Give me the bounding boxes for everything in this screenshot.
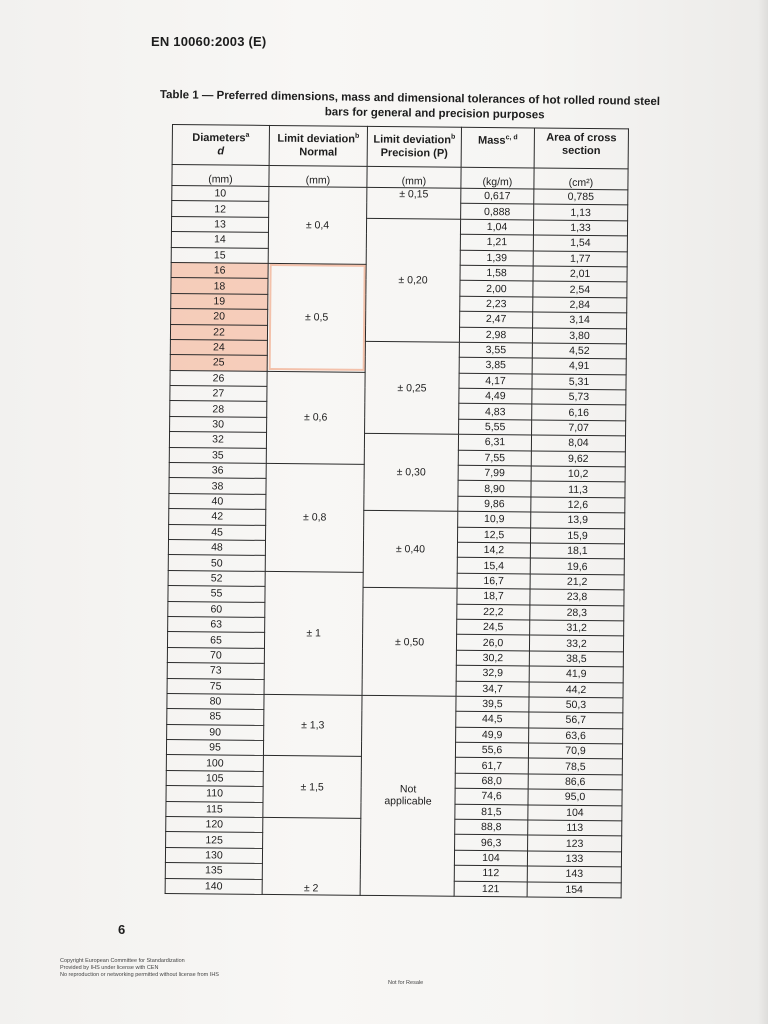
mass-cell: 112 bbox=[454, 865, 527, 881]
mass-cell: 7,55 bbox=[458, 450, 531, 466]
diameter-cell: 12 bbox=[172, 201, 269, 217]
area-cell: 3,80 bbox=[532, 327, 626, 343]
header-normal: Limit deviation$^b$ Normal bbox=[269, 125, 367, 166]
diameter-cell: 14 bbox=[171, 232, 268, 248]
mass-cell: 0,888 bbox=[461, 204, 534, 220]
caption-line-1: Table 1 — Preferred dimensions, mass and dimensional tolerances of hot rolled round steel bbox=[159, 88, 661, 108]
diameter-cell: 80 bbox=[167, 693, 264, 709]
unit-precision: (mm) bbox=[367, 166, 461, 188]
diameter-cell: 26 bbox=[170, 370, 267, 386]
mass-cell: 4,17 bbox=[459, 373, 532, 389]
diameter-cell: 45 bbox=[169, 524, 266, 540]
area-cell: 1,77 bbox=[533, 251, 627, 267]
diameter-cell: 65 bbox=[167, 632, 264, 648]
area-cell: 56,7 bbox=[529, 712, 623, 728]
area-cell: 33,2 bbox=[529, 635, 623, 651]
precision-tolerance-cell: ± 0,25 bbox=[365, 341, 460, 434]
mass-cell: 104 bbox=[454, 850, 527, 866]
diameter-cell: 55 bbox=[168, 586, 265, 602]
page-edge-shadow bbox=[758, 0, 768, 1024]
diameter-cell: 73 bbox=[167, 663, 264, 679]
mass-cell: 12,5 bbox=[457, 527, 530, 543]
area-cell: 133 bbox=[527, 851, 621, 867]
diameter-cell: 32 bbox=[169, 432, 266, 448]
mass-cell: 32,9 bbox=[456, 665, 529, 681]
precision-tolerance-cell: ± 0,30 bbox=[364, 434, 459, 512]
area-cell: 2,84 bbox=[533, 297, 627, 313]
area-cell: 3,14 bbox=[533, 312, 627, 328]
diameter-cell: 85 bbox=[167, 709, 264, 725]
table-body bbox=[165, 186, 628, 898]
area-cell: 78,5 bbox=[528, 758, 622, 774]
normal-tolerance-cell: ± 0,6 bbox=[266, 371, 365, 464]
diameter-cell: 30 bbox=[170, 416, 267, 432]
diameter-cell: 13 bbox=[171, 216, 268, 232]
mass-cell: 68,0 bbox=[455, 773, 528, 789]
diameter-cell: 140 bbox=[165, 878, 262, 894]
area-cell: 41,9 bbox=[529, 666, 623, 682]
diameter-cell: 40 bbox=[169, 493, 266, 509]
mass-cell: 5,55 bbox=[459, 419, 532, 435]
mass-cell: 1,58 bbox=[460, 265, 533, 281]
area-cell: 28,3 bbox=[530, 605, 624, 621]
diameter-cell: 18 bbox=[171, 278, 268, 294]
normal-tolerance-cell: ± 1,5 bbox=[263, 756, 362, 819]
unit-normal: (mm) bbox=[269, 165, 367, 187]
area-cell: 4,91 bbox=[532, 358, 626, 374]
diameter-cell: 20 bbox=[171, 309, 268, 325]
mass-cell: 14,2 bbox=[457, 542, 530, 558]
normal-tolerance-cell: ± 1,3 bbox=[263, 694, 362, 757]
mass-cell: 88,8 bbox=[455, 819, 528, 835]
area-cell: 2,01 bbox=[533, 266, 627, 282]
precision-tolerance-cell: ± 0,40 bbox=[363, 511, 458, 589]
area-cell: 9,62 bbox=[531, 451, 625, 467]
diameter-cell: 120 bbox=[166, 816, 263, 832]
area-cell: 5,31 bbox=[532, 374, 626, 390]
area-cell: 6,16 bbox=[532, 404, 626, 420]
header-precision: Limit deviation$^b$ Precision (P) bbox=[367, 126, 461, 167]
diameter-cell: 38 bbox=[169, 478, 266, 494]
diameter-cell: 28 bbox=[170, 401, 267, 417]
area-cell: 104 bbox=[528, 805, 622, 821]
area-cell: 113 bbox=[528, 820, 622, 836]
precision-tolerance-cell: ± 0,20 bbox=[365, 218, 460, 342]
diameter-cell: 63 bbox=[168, 616, 265, 632]
diameter-cell: 110 bbox=[166, 786, 263, 802]
area-cell: 143 bbox=[527, 866, 621, 882]
area-cell: 4,52 bbox=[532, 343, 626, 359]
diameter-cell: 125 bbox=[166, 832, 263, 848]
unit-diameter: (mm) bbox=[172, 165, 269, 187]
normal-tolerance-cell: ± 2 bbox=[262, 817, 361, 895]
resale-note: Not for Resale bbox=[388, 980, 424, 986]
area-cell: 10,2 bbox=[531, 466, 625, 482]
area-cell: 31,2 bbox=[530, 620, 624, 636]
mass-cell: 2,98 bbox=[459, 327, 532, 343]
mass-cell: 81,5 bbox=[455, 804, 528, 820]
diameter-cell: 100 bbox=[166, 755, 263, 771]
mass-cell: 9,86 bbox=[458, 496, 531, 512]
header-area: Area of cross section bbox=[534, 128, 628, 169]
diameter-cell: 16 bbox=[171, 262, 268, 278]
area-cell: 7,07 bbox=[532, 420, 626, 436]
area-cell: 70,9 bbox=[528, 743, 622, 759]
area-cell: 154 bbox=[527, 882, 621, 898]
mass-cell: 49,9 bbox=[456, 727, 529, 743]
diameter-cell: 27 bbox=[170, 386, 267, 402]
mass-cell: 7,99 bbox=[458, 465, 531, 481]
diameter-cell: 52 bbox=[168, 570, 265, 586]
mass-cell: 18,7 bbox=[457, 588, 530, 604]
mass-cell: 1,04 bbox=[460, 219, 533, 235]
area-cell: 123 bbox=[528, 835, 622, 851]
header-mass: Mass$^{c, d}$ bbox=[461, 127, 534, 168]
area-cell: 15,9 bbox=[530, 528, 624, 544]
diameter-cell: 115 bbox=[166, 801, 263, 817]
mass-cell: 22,2 bbox=[457, 604, 530, 620]
area-cell: 18,1 bbox=[530, 543, 624, 559]
area-cell: 21,2 bbox=[530, 574, 624, 590]
mass-cell: 15,4 bbox=[457, 558, 530, 574]
mass-cell: 6,31 bbox=[458, 435, 531, 451]
caption-line-2: bars for general and precision purposes bbox=[324, 106, 545, 122]
mass-cell: 8,90 bbox=[458, 481, 531, 497]
area-cell: 12,6 bbox=[531, 497, 625, 513]
standard-code: EN 10060:2003 (E) bbox=[151, 34, 267, 49]
unit-area: (cm²) bbox=[534, 168, 628, 190]
diameter-cell: 70 bbox=[167, 647, 264, 663]
normal-tolerance-cell: ± 0,4 bbox=[268, 186, 367, 264]
area-cell: 23,8 bbox=[530, 589, 624, 605]
diameter-cell: 135 bbox=[165, 863, 262, 879]
copyright-line: Copyright European Committee for Standardization bbox=[60, 958, 185, 964]
diameter-cell: 22 bbox=[170, 324, 267, 340]
mass-cell: 39,5 bbox=[456, 696, 529, 712]
mass-cell: 61,7 bbox=[455, 758, 528, 774]
mass-cell: 2,23 bbox=[460, 296, 533, 312]
diameter-cell: 24 bbox=[170, 339, 267, 355]
mass-cell: 10,9 bbox=[458, 511, 531, 527]
mass-cell: 3,55 bbox=[459, 342, 532, 358]
mass-cell: 16,7 bbox=[457, 573, 530, 589]
area-cell: 11,3 bbox=[531, 481, 625, 497]
area-cell: 95,0 bbox=[528, 789, 622, 805]
diameter-cell: 15 bbox=[171, 247, 268, 263]
diameter-cell: 105 bbox=[166, 770, 263, 786]
table-caption bbox=[160, 88, 670, 125]
diameter-cell: 42 bbox=[169, 509, 266, 525]
diameter-cell: 60 bbox=[168, 601, 265, 617]
area-cell: 13,9 bbox=[531, 512, 625, 528]
diameter-cell: 35 bbox=[169, 447, 266, 463]
mass-cell: 55,6 bbox=[455, 742, 528, 758]
area-cell: 38,5 bbox=[529, 651, 623, 667]
unit-mass: (kg/m) bbox=[461, 167, 534, 189]
area-cell: 8,04 bbox=[531, 435, 625, 451]
area-cell: 19,6 bbox=[530, 558, 624, 574]
area-cell: 1,13 bbox=[534, 204, 628, 220]
mass-cell: 44,5 bbox=[456, 712, 529, 728]
page-number: 6 bbox=[118, 922, 126, 937]
diameter-cell: 130 bbox=[165, 847, 262, 863]
diameter-cell: 19 bbox=[171, 293, 268, 309]
mass-cell: 121 bbox=[454, 881, 527, 897]
area-cell: 2,54 bbox=[533, 281, 627, 297]
mass-cell: 30,2 bbox=[456, 650, 529, 666]
area-cell: 1,33 bbox=[533, 220, 627, 236]
mass-cell: 4,49 bbox=[459, 388, 532, 404]
normal-tolerance-cell: ± 1 bbox=[264, 571, 363, 695]
header-row bbox=[172, 125, 628, 169]
diameter-cell: 95 bbox=[166, 740, 263, 756]
area-cell: 63,6 bbox=[529, 728, 623, 744]
mass-cell: 74,6 bbox=[455, 788, 528, 804]
dimensions-table bbox=[165, 124, 629, 898]
copyright-line: Provided by IHS under license with CEN bbox=[60, 965, 159, 971]
diameter-cell: 75 bbox=[167, 678, 264, 694]
mass-cell: 1,21 bbox=[460, 234, 533, 250]
precision-tolerance-cell: Not applicable bbox=[360, 695, 456, 896]
mass-cell: 2,47 bbox=[460, 311, 533, 327]
header-diameter: Diameters$^a$ d bbox=[172, 125, 269, 166]
normal-tolerance-cell: ± 0,8 bbox=[265, 463, 364, 572]
area-cell: 0,785 bbox=[534, 189, 628, 205]
dimensions-table-wrapper bbox=[165, 124, 628, 898]
mass-cell: 2,00 bbox=[460, 281, 533, 297]
mass-cell: 4,83 bbox=[459, 404, 532, 420]
diameter-cell: 25 bbox=[170, 355, 267, 371]
area-cell: 86,6 bbox=[528, 774, 622, 790]
diameter-cell: 10 bbox=[172, 186, 269, 202]
diameter-cell: 48 bbox=[168, 539, 265, 555]
copyright-notice bbox=[60, 958, 219, 979]
diameter-cell: 36 bbox=[169, 463, 266, 479]
mass-cell: 96,3 bbox=[455, 835, 528, 851]
mass-cell: 3,85 bbox=[459, 358, 532, 374]
mass-cell: 34,7 bbox=[456, 681, 529, 697]
mass-cell: 1,39 bbox=[460, 250, 533, 266]
precision-tolerance-cell: ± 0,50 bbox=[362, 588, 457, 697]
mass-cell: 0,617 bbox=[461, 188, 534, 204]
normal-tolerance-cell: ± 0,5 bbox=[267, 263, 366, 372]
area-cell: 44,2 bbox=[529, 681, 623, 697]
precision-tolerance-cell: ± 0,15 bbox=[367, 187, 461, 219]
mass-cell: 26,0 bbox=[456, 635, 529, 651]
area-cell: 1,54 bbox=[533, 235, 627, 251]
mass-cell: 24,5 bbox=[457, 619, 530, 635]
area-cell: 50,3 bbox=[529, 697, 623, 713]
copyright-line: No reproduction or networking permitted without license from IHS bbox=[60, 972, 219, 978]
area-cell: 5,73 bbox=[532, 389, 626, 405]
diameter-cell: 50 bbox=[168, 555, 265, 571]
diameter-cell: 90 bbox=[167, 724, 264, 740]
